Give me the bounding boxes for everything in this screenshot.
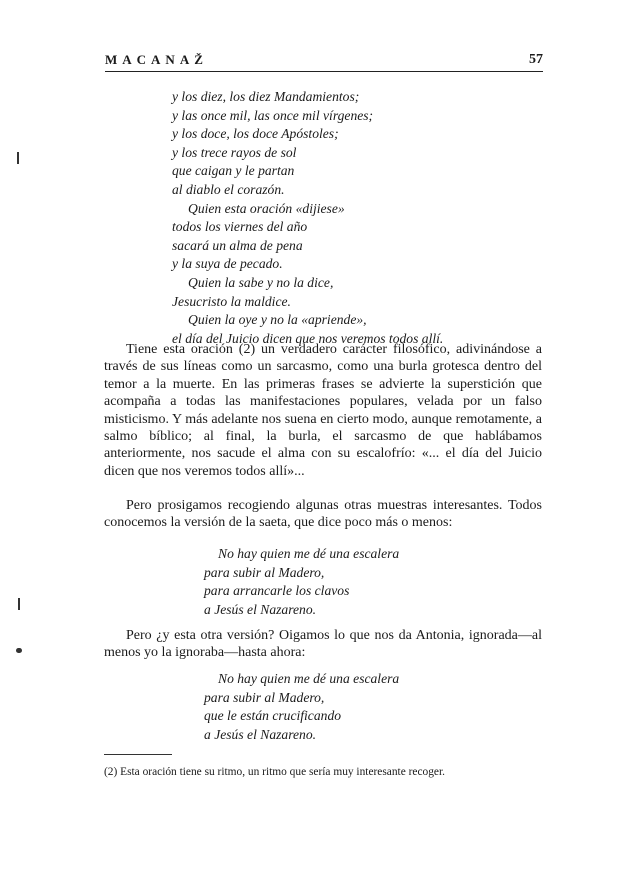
verse-line: que caigan y le partan xyxy=(172,163,295,179)
paragraph-text: Pero prosigamos recogiendo algunas otras muestras interesantes. Todos conocemos la versión de la saeta, que dice poco más o menos: xyxy=(104,498,542,531)
verse-line: al diablo el corazón. xyxy=(172,181,285,197)
verse-line: el día del Juicio dicen que nos veremos todos allí. xyxy=(172,330,444,346)
saeta-variant-stanza xyxy=(204,670,399,744)
stanza-line: para subir al Madero, xyxy=(204,564,325,580)
paragraph-text: Pero ¿y esta otra versión? Oigamos lo que nos da Antonia, ignorada—al menos yo la ignoraba—hasta ahora: xyxy=(104,628,542,661)
verse-line: Quien esta oración «dijiese» xyxy=(188,200,345,216)
stanza-line: que le están crucificando xyxy=(204,708,342,724)
saeta-stanza xyxy=(204,545,399,619)
header-rule xyxy=(105,71,543,72)
paragraph-intro-saeta xyxy=(104,497,542,532)
margin-mark xyxy=(17,152,19,164)
footnote-rule xyxy=(104,754,172,755)
stanza-line: para subir al Madero, xyxy=(204,689,325,705)
verse-line: Jesucristo la maldice. xyxy=(172,293,291,309)
stanza-line: No hay quien me dé una escalera xyxy=(218,671,400,686)
verse-line: Quien la sabe y no la dice, xyxy=(188,274,334,290)
running-title: MACANAŽ xyxy=(105,52,208,67)
stanza-line: a Jesús el Nazareno. xyxy=(204,601,317,617)
footnote: (2) Esta oración tiene su ritmo, un ritmo que sería muy interesante recoger. xyxy=(104,766,445,778)
verse-line: y los diez, los diez Mandamientos; xyxy=(172,89,360,104)
stanza-line: para arrancarle los clavos xyxy=(204,583,350,599)
prayer-verse xyxy=(172,88,552,348)
verse-line: todos los viernes del año xyxy=(172,219,308,235)
verse-line: sacará un alma de pena xyxy=(172,237,303,253)
verse-line: y los doce, los doce Apóstoles; xyxy=(172,126,339,142)
verse-line: y las once mil, las once mil vírgenes; xyxy=(172,107,374,123)
stanza-line: No hay quien me dé una escalera xyxy=(218,546,400,561)
stanza-line: a Jesús el Nazareno. xyxy=(204,726,317,742)
paragraph-other-version xyxy=(104,627,542,662)
page-header xyxy=(105,50,543,74)
verse-line: y la suya de pecado. xyxy=(172,256,283,272)
paragraph-text: Tiene esta oración (2) un verdadero carácter filosófico, adivinándose a través de sus líneas como un sarcasmo, como una burla grotesca dentro del temor a la muerte. En las primeras frases se advierte la superstición que acompaña a todas las manifestaciones populares, velada por un falso misticismo. Y más adelante nos suena en cierto modo, aunque remotamente, a salmo bíblico; al final, la burla, el sarcasmo de que hablábamos anteriormente, nos sacude el alma con su escalofrío: «... el día del Juicio dicen que nos veremos todos allí»... xyxy=(104,342,542,479)
margin-mark xyxy=(16,648,22,653)
paragraph-commentary xyxy=(104,341,542,480)
margin-mark xyxy=(18,598,20,610)
page-number: 57 xyxy=(529,52,543,67)
verse-line: Quien la oye y no la «apriende», xyxy=(188,312,367,328)
verse-line: y los trece rayos de sol xyxy=(172,144,297,160)
